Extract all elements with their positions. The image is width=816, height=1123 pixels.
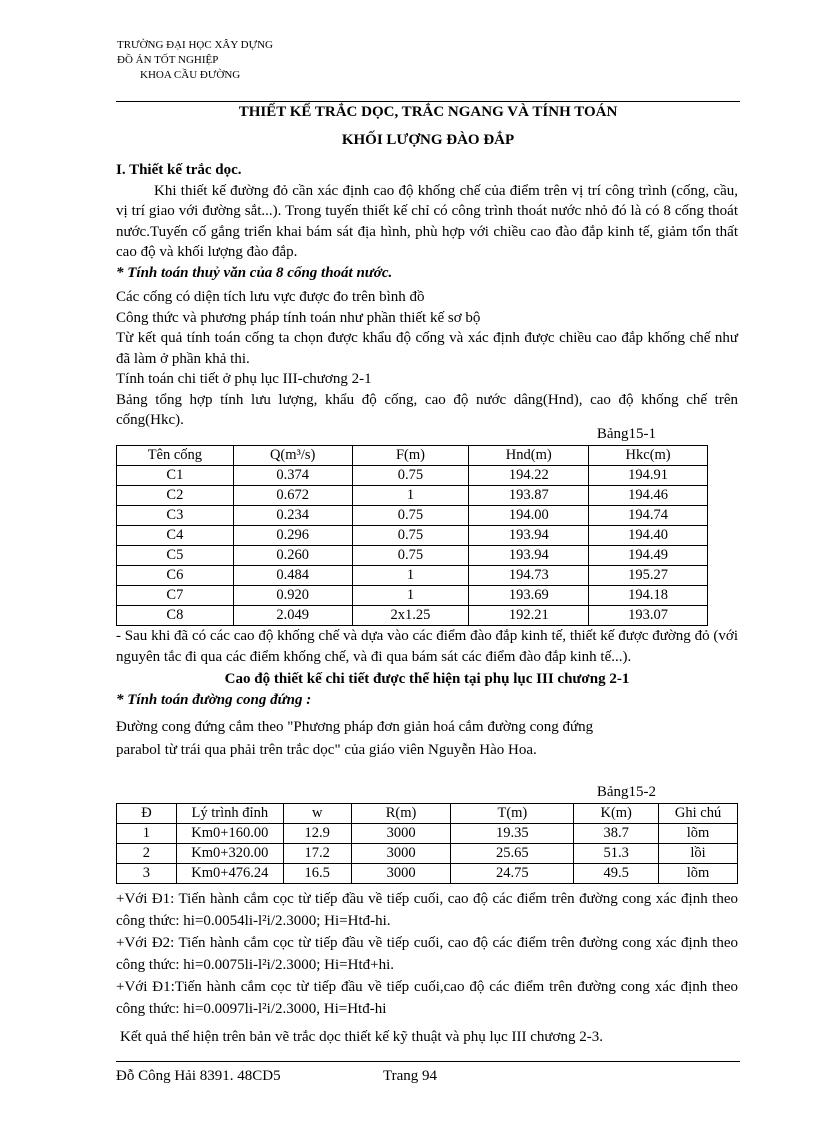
table-cell: 195.27 [589, 565, 708, 585]
table-cell: 0.296 [233, 525, 352, 545]
table-cell: 16.5 [283, 863, 351, 883]
table-cell: 0.75 [352, 465, 469, 485]
table-header-cell: Hkc(m) [589, 445, 708, 465]
table-header-cell: K(m) [574, 803, 659, 823]
table-cell: 0.75 [352, 525, 469, 545]
table-header-cell: R(m) [351, 803, 451, 823]
table-header-cell: w [283, 803, 351, 823]
table-cell: 193.69 [469, 585, 589, 605]
text-line: Công thức và phương pháp tính toán như phần thiết kế sơ bộ [116, 309, 481, 326]
table-cell: 19.35 [451, 823, 574, 843]
table-cell: 194.00 [469, 505, 589, 525]
note-d1-second: +Với Đ1:Tiến hành cắm cọc từ tiếp đầu về tiếp cuối,cao độ các điểm trên đường cong xác định theo công thức: hi=0.0097li-l²i/2.3000, Hi=Htđ-hi [116, 979, 738, 1017]
table2-caption: Bảng15-2 [596, 784, 656, 800]
table-cell: 0.672 [233, 485, 352, 505]
table-cell: 0.75 [352, 505, 469, 525]
table-cell: 1 [117, 823, 177, 843]
table-cell: Km0+160.00 [176, 823, 283, 843]
table-row [117, 823, 738, 843]
note-d1-first: +Với Đ1: Tiến hành cắm cọc từ tiếp đầu về tiếp cuối, cao độ các điểm trên đường cong xác định theo công thức: hi=0.0054li-l²i/2.3000; Hi=Htđ-hi. [116, 891, 738, 929]
vertical-curve-table [116, 803, 738, 884]
text-line: Bảng tổng hợp tính lưu lượng, khẩu độ cống, cao độ nước dâng(Hnd), cao độ khống chế trên cống(Hkc). [116, 391, 738, 428]
table-cell: 2x1.25 [352, 605, 469, 625]
table-header-cell: Đ [117, 803, 177, 823]
table-cell: 0.260 [233, 545, 352, 565]
table-cell: 0.75 [352, 545, 469, 565]
table-cell: 51.3 [574, 843, 659, 863]
table-cell: 194.18 [589, 585, 708, 605]
text-line: Từ kết quả tính toán cống ta chọn được khẩu độ cống và xác định được chiều cao đắp khống chế như đã làm ở phần khả thi. [116, 330, 738, 367]
table-cell: 194.73 [469, 565, 589, 585]
curve-heading: * Tính toán đường cong đứng : [116, 691, 312, 708]
table-cell: lõm [659, 863, 738, 883]
table-cell: 2 [117, 843, 177, 863]
table-cell: C6 [117, 565, 234, 585]
table-cell: 12.9 [283, 823, 351, 843]
table-header-cell: Tên cống [117, 445, 234, 465]
table-cell: 1 [352, 585, 469, 605]
section1-block [116, 160, 738, 431]
table-header-cell: Lý trình đỉnh [176, 803, 283, 823]
table-cell: 1 [352, 565, 469, 585]
table-cell: 194.49 [589, 545, 708, 565]
table-row [117, 485, 708, 505]
table-cell: 24.75 [451, 863, 574, 883]
table-header-cell: Ghi chú [659, 803, 738, 823]
table-row [117, 505, 708, 525]
table-cell: 194.74 [589, 505, 708, 525]
section1-paragraph: Khi thiết kế đường đỏ cần xác định cao độ khống chế của điểm trên vị trí công trình (cống, cầu, vị trí giao với đường sắt...). Trong tuyến thiết kế chỉ có công trình thoát nước nhỏ đó là có 8 cống thoát nước.Tuyến cố gắng triển khai bám sát địa hình, phù hợp với chiều cao đào đắp kinh tế, giảm tổn thất cao độ và khối lượng đào đắp. [116, 182, 738, 260]
table-cell: 194.22 [469, 465, 589, 485]
table-row [117, 525, 708, 545]
table-cell: 193.87 [469, 485, 589, 505]
culvert-table [116, 445, 708, 626]
header-rule [116, 101, 740, 102]
table-cell: 0.920 [233, 585, 352, 605]
table-cell: 2.049 [233, 605, 352, 625]
table-row [117, 605, 708, 625]
table2-block [116, 782, 738, 884]
table-cell: 0.234 [233, 505, 352, 525]
table-cell: 192.21 [469, 605, 589, 625]
text-line: Tính toán chi tiết ở phụ lục III-chương 2-1 [116, 371, 372, 387]
note-d2: +Với Đ2: Tiến hành cắm cọc từ tiếp đầu về tiếp cuối, cao độ các điểm trên đường cong xác định theo công thức: hi=0.0075li-l²i/2.3000; Hi=Htđ+hi. [116, 935, 738, 973]
footer-page-number: Trang 94 [383, 1068, 438, 1084]
table-cell: 3000 [351, 863, 451, 883]
table-row [117, 465, 708, 485]
table-cell: C7 [117, 585, 234, 605]
after-table1-block [116, 626, 738, 762]
table-cell: lồi [659, 843, 738, 863]
curve-text-line2: parabol từ trái qua phải trên trắc dọc" của giáo viên Nguyễn Hào Hoa. [116, 742, 537, 758]
table-cell: 17.2 [283, 843, 351, 863]
table-cell: C1 [117, 465, 234, 485]
table-row [117, 545, 708, 565]
table-cell: 0.374 [233, 465, 352, 485]
table-cell: C8 [117, 605, 234, 625]
table-cell: 3 [117, 863, 177, 883]
table-row [117, 565, 708, 585]
faculty-name: KHOA CẦU ĐƯỜNG [140, 69, 241, 81]
detail-heading: Cao độ thiết kế chi tiết được thể hiện tại phụ lục III chương 2-1 [224, 671, 630, 687]
hydrology-heading: * Tính toán thuỷ văn của 8 cống thoát nước. [116, 264, 393, 281]
table-cell: 25.65 [451, 843, 574, 863]
table-cell: 194.40 [589, 525, 708, 545]
table-cell: 193.94 [469, 525, 589, 545]
table-cell: C3 [117, 505, 234, 525]
table-cell: 194.46 [589, 485, 708, 505]
footer-rule [116, 1061, 740, 1062]
table-cell: 38.7 [574, 823, 659, 843]
table-cell: Km0+476.24 [176, 863, 283, 883]
table-cell: Km0+320.00 [176, 843, 283, 863]
school-name: TRƯỜNG ĐẠI HỌC XÂY DỰNG [117, 39, 273, 51]
table-cell: C4 [117, 525, 234, 545]
section1-heading: I. Thiết kế trắc dọc. [116, 162, 242, 178]
project-name: ĐỒ ÁN TỐT NGHIỆP [117, 54, 219, 66]
table-row [117, 843, 738, 863]
table-cell: 193.07 [589, 605, 708, 625]
table-cell: 193.94 [469, 545, 589, 565]
curve-text-line1: Đường cong đứng cắm theo "Phương pháp đơn giản hoá cắm đường cong đứng [116, 719, 594, 735]
table-cell: 3000 [351, 843, 451, 863]
table-header-cell: Hnd(m) [469, 445, 589, 465]
footer-author: Đỗ Công Hải 8391. 48CD5 [116, 1068, 281, 1084]
table-cell: 49.5 [574, 863, 659, 883]
table-row [117, 863, 738, 883]
table-cell: 194.91 [589, 465, 708, 485]
table-cell: C2 [117, 485, 234, 505]
table-cell: C5 [117, 545, 234, 565]
table-header-row [117, 445, 708, 465]
table1-block [116, 424, 738, 626]
table-cell: 1 [352, 485, 469, 505]
text-line: Các cống có diện tích lưu vực được đo trên bình đồ [116, 289, 425, 305]
table-cell: lõm [659, 823, 738, 843]
chapter-title-line2: KHỐI LƯỢNG ĐÀO ĐẮP [341, 132, 515, 148]
after-table1-text: - Sau khi đã có các cao độ khống chế và dựa vào các điểm đào đắp kinh tế, thiết kế được đường đỏ (với nguyên tắc đi qua các điểm khống chế, và đi qua bám sát các điểm đào đắp kinh tế...). [116, 628, 738, 665]
table-row [117, 585, 708, 605]
table-header-cell: F(m) [352, 445, 469, 465]
result-text: Kết quả thể hiện trên bản vẽ trắc dọc thiết kế kỹ thuật và phụ lục III chương 2-3. [120, 1029, 603, 1045]
table-cell: 0.484 [233, 565, 352, 585]
page-header [117, 38, 273, 83]
page-footer [116, 1068, 437, 1085]
chapter-title-line1: THIẾT KẾ TRẮC DỌC, TRẮC NGANG VÀ TÍNH TOÁN [238, 104, 618, 120]
notes-block [116, 888, 738, 1048]
table-header-cell: T(m) [451, 803, 574, 823]
table-cell: 3000 [351, 823, 451, 843]
table-header-cell: Q(m³/s) [233, 445, 352, 465]
table-header-row [117, 803, 738, 823]
table1-caption: Bảng15-1 [596, 426, 656, 442]
